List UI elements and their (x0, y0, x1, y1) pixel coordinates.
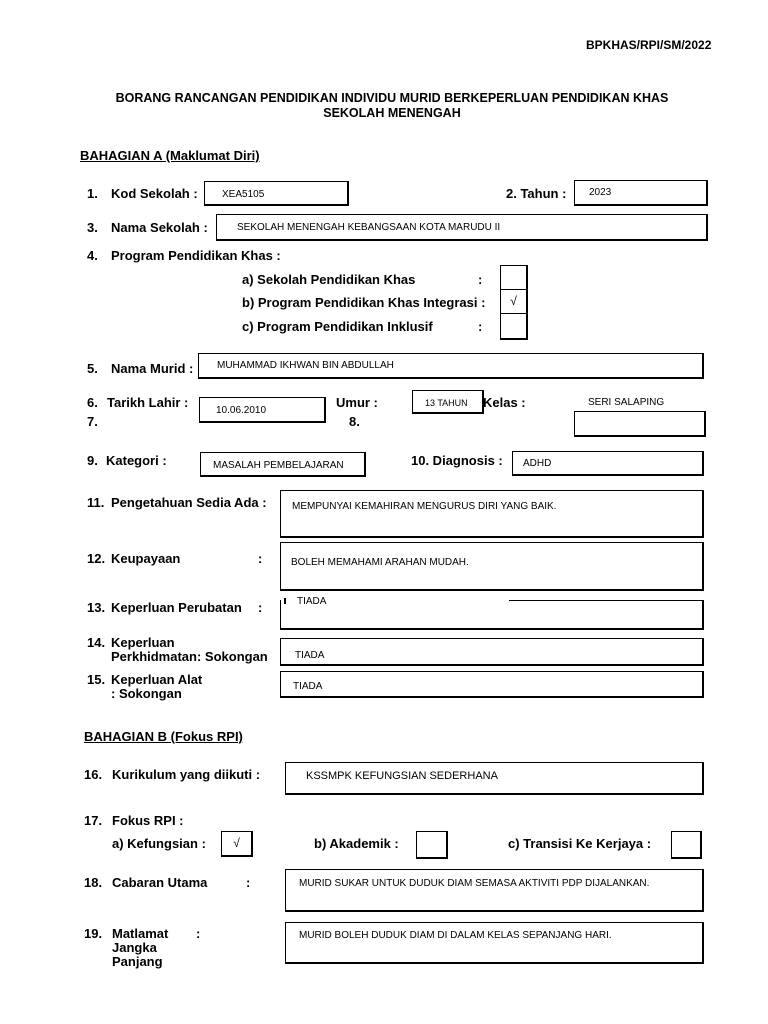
field-4-number: 4. (87, 248, 98, 263)
nama-murid-label: Nama Murid : (111, 361, 194, 376)
field-15-number: 15. (87, 672, 106, 687)
field-13-number: 13. (87, 600, 106, 615)
keupayaan-colon: : (258, 551, 263, 566)
fokus-rpi-label: Fokus RPI : (112, 813, 184, 828)
keperluan-alat-label-line1: Keperluan Alat (111, 672, 203, 687)
checkbox-sekolah-pendidikan-khas[interactable] (500, 265, 528, 290)
kod-sekolah-field[interactable] (204, 181, 349, 206)
field-9-number: 9. (87, 453, 98, 468)
checkbox-program-inklusif[interactable] (500, 313, 528, 340)
kefungsian-label: a) Kefungsian : (112, 836, 206, 851)
nama-murid-field[interactable] (198, 353, 704, 379)
field-8-number: 8. (349, 414, 360, 429)
option-program-inklusif: c) Program Pendidikan Inklusif (242, 319, 433, 334)
kelas-label: Kelas : (483, 395, 526, 410)
option-sekolah-pendidikan-khas: a) Sekolah Pendidikan Khas (242, 272, 416, 287)
option-a-colon: : (478, 272, 483, 287)
field-14-number: 14. (87, 635, 106, 650)
keperluan-perkhidmatan-value: TIADA (295, 650, 325, 661)
umur-label: Umur : (336, 395, 378, 410)
tarikh-lahir-value: 10.06.2010 (216, 405, 267, 416)
keperluan-perubatan-value: TIADA (297, 596, 327, 607)
kelas-value: SERI SALAPING (588, 397, 665, 408)
kod-sekolah-label: Kod Sekolah : (111, 186, 198, 201)
field-1-number: 1. (87, 186, 98, 201)
document-code: BPKHAS/RPI/SM/2022 (586, 38, 712, 52)
matlamat-label-line3: Panjang (112, 954, 163, 969)
field-12-number: 12. (87, 551, 106, 566)
kategori-field[interactable] (200, 452, 366, 477)
keupayaan-field[interactable] (280, 542, 704, 591)
keperluan-alat-label-line2: : Sokongan (111, 686, 182, 701)
section-a-heading: BAHAGIAN A (Maklumat Diri) (80, 148, 260, 163)
keperluan-alat-field[interactable] (280, 671, 704, 698)
cabaran-utama-colon: : (246, 875, 251, 890)
keperluan-alat-value: TIADA (293, 681, 323, 692)
option-program-integrasi: b) Program Pendidikan Khas Integrasi : (242, 295, 486, 310)
form-title: BORANG RANCANGAN PENDIDIKAN INDIVIDU MURID BERKEPERLUAN PENDIDIKAN KHAS (115, 91, 669, 105)
checkbox-akademik[interactable] (416, 831, 448, 859)
field-5-number: 5. (87, 361, 98, 376)
tahun-value: 2023 (589, 187, 612, 198)
kurikulum-label: Kurikulum yang diikuti : (112, 767, 261, 782)
tarikh-lahir-field[interactable] (199, 397, 326, 423)
field-19-number: 19. (84, 926, 103, 941)
kategori-value: MASALAH PEMBELAJARAN (213, 460, 344, 471)
nama-sekolah-value: SEKOLAH MENENGAH KEBANGSAAN KOTA MARUDU II (237, 222, 501, 233)
kategori-label: Kategori : (106, 453, 167, 468)
cabaran-utama-field[interactable] (285, 869, 704, 912)
keperluan-perubatan-label: Keperluan Perubatan (111, 600, 242, 615)
matlamat-field[interactable] (285, 922, 704, 964)
nama-sekolah-field[interactable] (216, 214, 708, 241)
kurikulum-value: KSSMPK KEFUNGSIAN SEDERHANA (306, 770, 498, 782)
keupayaan-value: BOLEH MEMAHAMI ARAHAN MUDAH. (291, 557, 469, 568)
akademik-label: b) Akademik : (314, 836, 399, 851)
kod-sekolah-value: XEA5105 (222, 189, 265, 200)
tahun-field[interactable] (574, 180, 708, 206)
field-11-number: 11. (87, 495, 105, 510)
nama-murid-value: MUHAMMAD IKHWAN BIN ABDULLAH (217, 360, 394, 371)
kelas-field[interactable] (574, 411, 706, 437)
transisi-ke-kerjaya-label: c) Transisi Ke Kerjaya : (508, 836, 652, 851)
section-b-heading: BAHAGIAN B (Fokus RPI) (84, 729, 243, 744)
keperluan-perkhidmatan-label-line2: Perkhidmatan: Sokongan (111, 649, 268, 664)
diagnosis-field[interactable] (512, 451, 704, 476)
form-subtitle: SEKOLAH MENENGAH (323, 106, 461, 120)
tarikh-lahir-label: Tarikh Lahir : (107, 395, 189, 410)
keperluan-perubatan-field[interactable] (280, 600, 704, 630)
keupayaan-label: Keupayaan (111, 551, 181, 566)
field-17-number: 17. (84, 813, 103, 828)
cabaran-utama-value: MURID SUKAR UNTUK DUDUK DIAM SEMASA AKTIVITI PDP DIJALANKAN. (299, 878, 650, 889)
keperluan-perubatan-colon: : (258, 600, 263, 615)
nama-sekolah-label: Nama Sekolah : (111, 220, 208, 235)
tahun-label: 2. Tahun : (506, 186, 567, 201)
diagnosis-value: ADHD (523, 458, 552, 469)
checkbox-program-integrasi[interactable]: √ (500, 289, 528, 314)
checkbox-transisi-ke-kerjaya[interactable] (671, 831, 702, 859)
option-c-colon: : (478, 319, 483, 334)
pengetahuan-sedia-ada-value: MEMPUNYAI KEMAHIRAN MENGURUS DIRI YANG BAIK. (292, 501, 557, 512)
field-3-number: 3. (87, 220, 98, 235)
kurikulum-field[interactable] (285, 762, 704, 795)
keperluan-perkhidmatan-label-line1: Keperluan (111, 635, 175, 650)
umur-field[interactable] (412, 390, 484, 414)
cabaran-utama-label: Cabaran Utama (112, 875, 208, 890)
program-pendidikan-khas-label: Program Pendidikan Khas : (111, 248, 281, 263)
field-7-number: 7. (87, 414, 98, 429)
field-6-number: 6. (87, 395, 98, 410)
matlamat-colon: : (196, 926, 201, 941)
diagnosis-label: 10. Diagnosis : (411, 453, 503, 468)
checkbox-kefungsian[interactable]: √ (221, 831, 253, 857)
matlamat-label-line1: Matlamat (112, 926, 169, 941)
pengetahuan-sedia-ada-label: Pengetahuan Sedia Ada : (111, 495, 267, 510)
field-16-number: 16. (84, 767, 103, 782)
field-18-number: 18. (84, 875, 103, 890)
matlamat-label-line2: Jangka (112, 940, 157, 955)
keperluan-perkhidmatan-field[interactable] (280, 638, 704, 666)
matlamat-value: MURID BOLEH DUDUK DIAM DI DALAM KELAS SEPANJANG HARI. (299, 930, 612, 941)
pengetahuan-sedia-ada-field[interactable] (280, 490, 704, 538)
umur-value: 13 TAHUN (425, 398, 468, 408)
